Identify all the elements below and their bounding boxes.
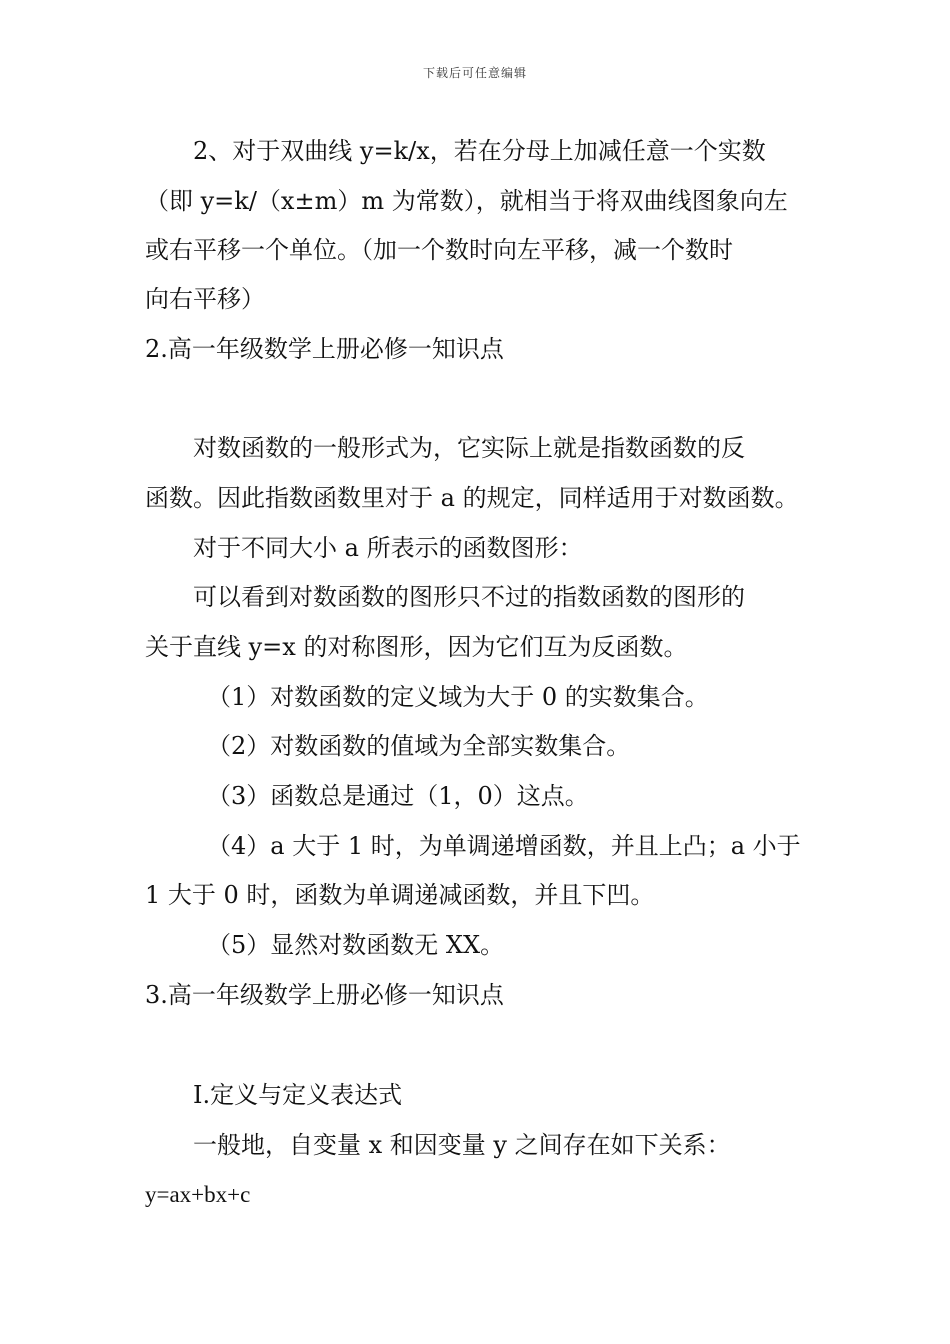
page-header: 下载后可任意编辑 — [422, 66, 527, 80]
formula-line: y=ax+bx+c — [145, 1182, 251, 1207]
paragraph-line: 一般地，自变量 x 和因变量 y 之间存在如下关系： — [193, 1131, 731, 1159]
paragraph-line: 1 大于 0 时，函数为单调递减函数，并且下凹。 — [145, 881, 655, 909]
paragraph-line: 可以看到对数函数的图形只不过的指数函数的图形的 — [193, 583, 745, 611]
paragraph-line: 或右平移一个单位。（加一个数时向左平移，减一个数时 — [145, 236, 733, 264]
list-item: （2）对数函数的值域为全部实数集合。 — [207, 732, 631, 760]
paragraph-line: 对数函数的一般形式为，它实际上就是指数函数的反 — [193, 434, 745, 462]
list-item: （3）函数总是通过（1，0）这点。 — [207, 782, 589, 810]
paragraph-line: 对于不同大小 a 所表示的函数图形： — [193, 534, 583, 562]
list-item: （1）对数函数的定义域为大于 0 的实数集合。 — [207, 683, 709, 711]
paragraph-line: 函数。因此指数函数里对于 a 的规定，同样适用于对数函数。 — [145, 484, 799, 512]
section-heading: 2.高一年级数学上册必修一知识点 — [145, 335, 504, 363]
subsection-heading: I.定义与定义表达式 — [193, 1081, 403, 1109]
paragraph-line: 关于直线 y=x 的对称图形，因为它们互为反函数。 — [145, 633, 688, 661]
section-heading: 3.高一年级数学上册必修一知识点 — [145, 981, 504, 1009]
paragraph-line: 2、对于双曲线 y=k/x，若在分母上加减任意一个实数 — [193, 137, 766, 165]
paragraph-line: 向右平移） — [145, 285, 265, 313]
list-item: （4）a 大于 1 时，为单调递增函数，并且上凸；a 小于 — [207, 832, 801, 860]
list-item: （5）显然对数函数无 XX。 — [207, 931, 505, 959]
paragraph-line: （即 y=k/（x±m）m 为常数），就相当于将双曲线图象向左 — [145, 187, 788, 215]
